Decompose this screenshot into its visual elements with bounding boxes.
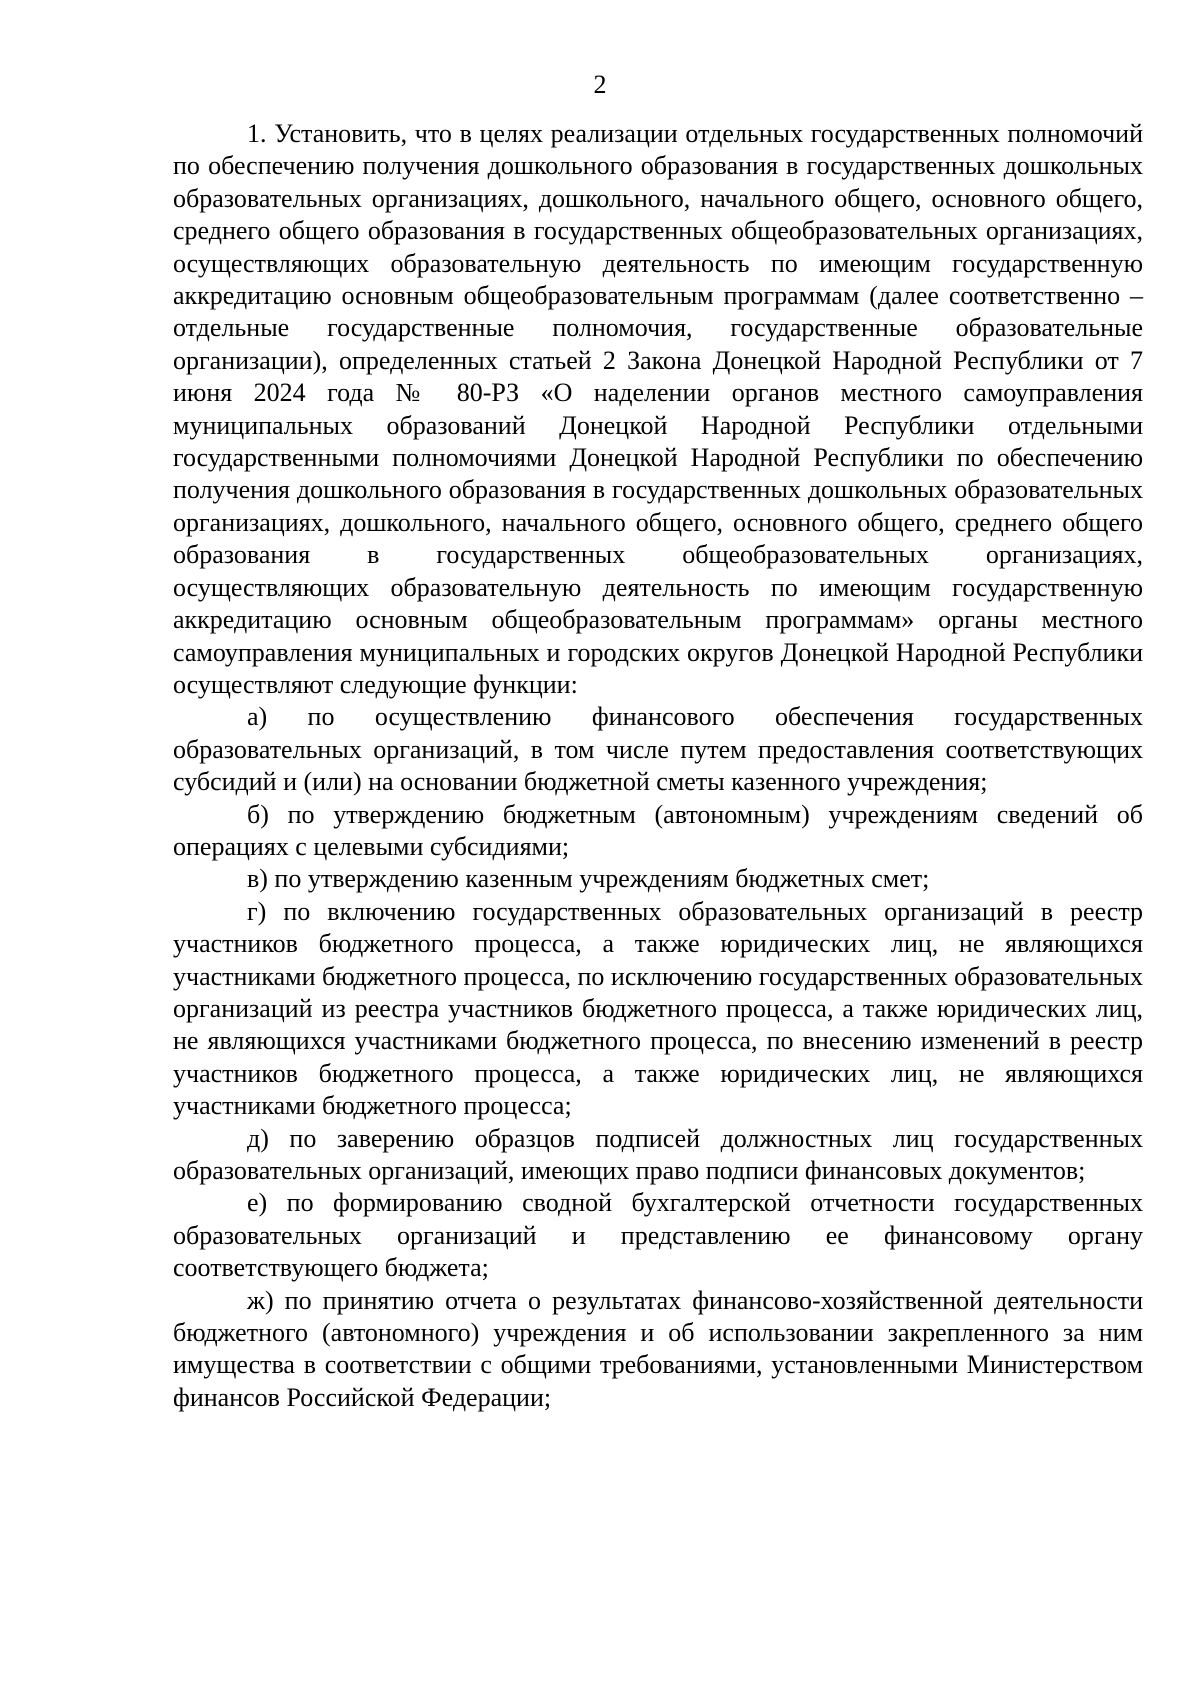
paragraph-subclause-v: в) по утверждению казенным учреждениям бюджетных смет; (247, 864, 930, 894)
paragraph-subclause-g: г) по включению государственных образовательных организаций в реестр участников бюджетного процесса, а также юридических лиц, не являющихся участниками бюджетного процесса, по исключению государственных образовательных организаций из реестра участников бюджетного процесса, а также юридических лиц, не являющихся участниками бюджетного процесса, по внесению изменений в реестр участников бюджетного процесса, а также юридических лиц, не являющихся участниками бюджетного процесса; (173, 896, 1143, 1121)
paragraph-subclause-e: е) по формированию сводной бухгалтерской отчетности государственных образовательных организаций и представлению ее финансовому органу соответствующего бюджета; (173, 1188, 1143, 1283)
paragraph-subclause-b: б) по утверждению бюджетным (автономным) учреждениям сведений об операциях с целевыми субсидиями; (173, 799, 1143, 861)
document-body (173, 118, 1143, 1414)
paragraph-subclause-a: а) по осуществлению финансового обеспечения государственных образовательных организаций, в том числе путем предоставления соответствующих субсидий и (или) на основании бюджетной сметы казенного учреждения; (173, 702, 1143, 797)
paragraph-subclause-zh: ж) по принятию отчета о результатах финансово-хозяйственной деятельности бюджетного (автономного) учреждения и об использовании закрепленного за ним имущества в соответствии с общими требованиями, установленными Министерством финансов Российской Федерации; (173, 1285, 1143, 1412)
paragraph-subclause-d: д) по заверению образцов подписей должностных лиц государственных образовательных организаций, имеющих право подписи финансовых документов; (173, 1123, 1143, 1185)
page-number: 2 (593, 70, 607, 99)
paragraph-clause-1: 1. Установить, что в целях реализации отдельных государственных полномочий по обеспечению получения дошкольного образования в государственных дошкольных образовательных организациях, дошкольного, начального общего, основного общего, среднего общего образования в государственных общеобразовательных организациях, осуществляющих образовательную деятельность по имеющим государственную аккредитацию основным общеобразовательным программам (далее соответственно – отдельные государственные полномочия, государственные образовательные организации), определенных статьей 2 Закона Донецкой Народной Республики от 7 июня 2024 года № 80-РЗ «О наделении органов местного самоуправления муниципальных образований Донецкой Народной Республики отдельными государственными полномочиями Донецкой Народной Республики по обеспечению получения дошкольного образования в государственных дошкольных образовательных организациях, дошкольного, начального общего, основного общего, среднего общего образования в государственных общеобразовательных организациях, осуществляющих образовательную деятельность по имеющим государственную аккредитацию основным общеобразовательным программам» органы местного самоуправления муниципальных и городских округов Донецкой Народной Республики осуществляют следующие функции: (173, 119, 1143, 699)
